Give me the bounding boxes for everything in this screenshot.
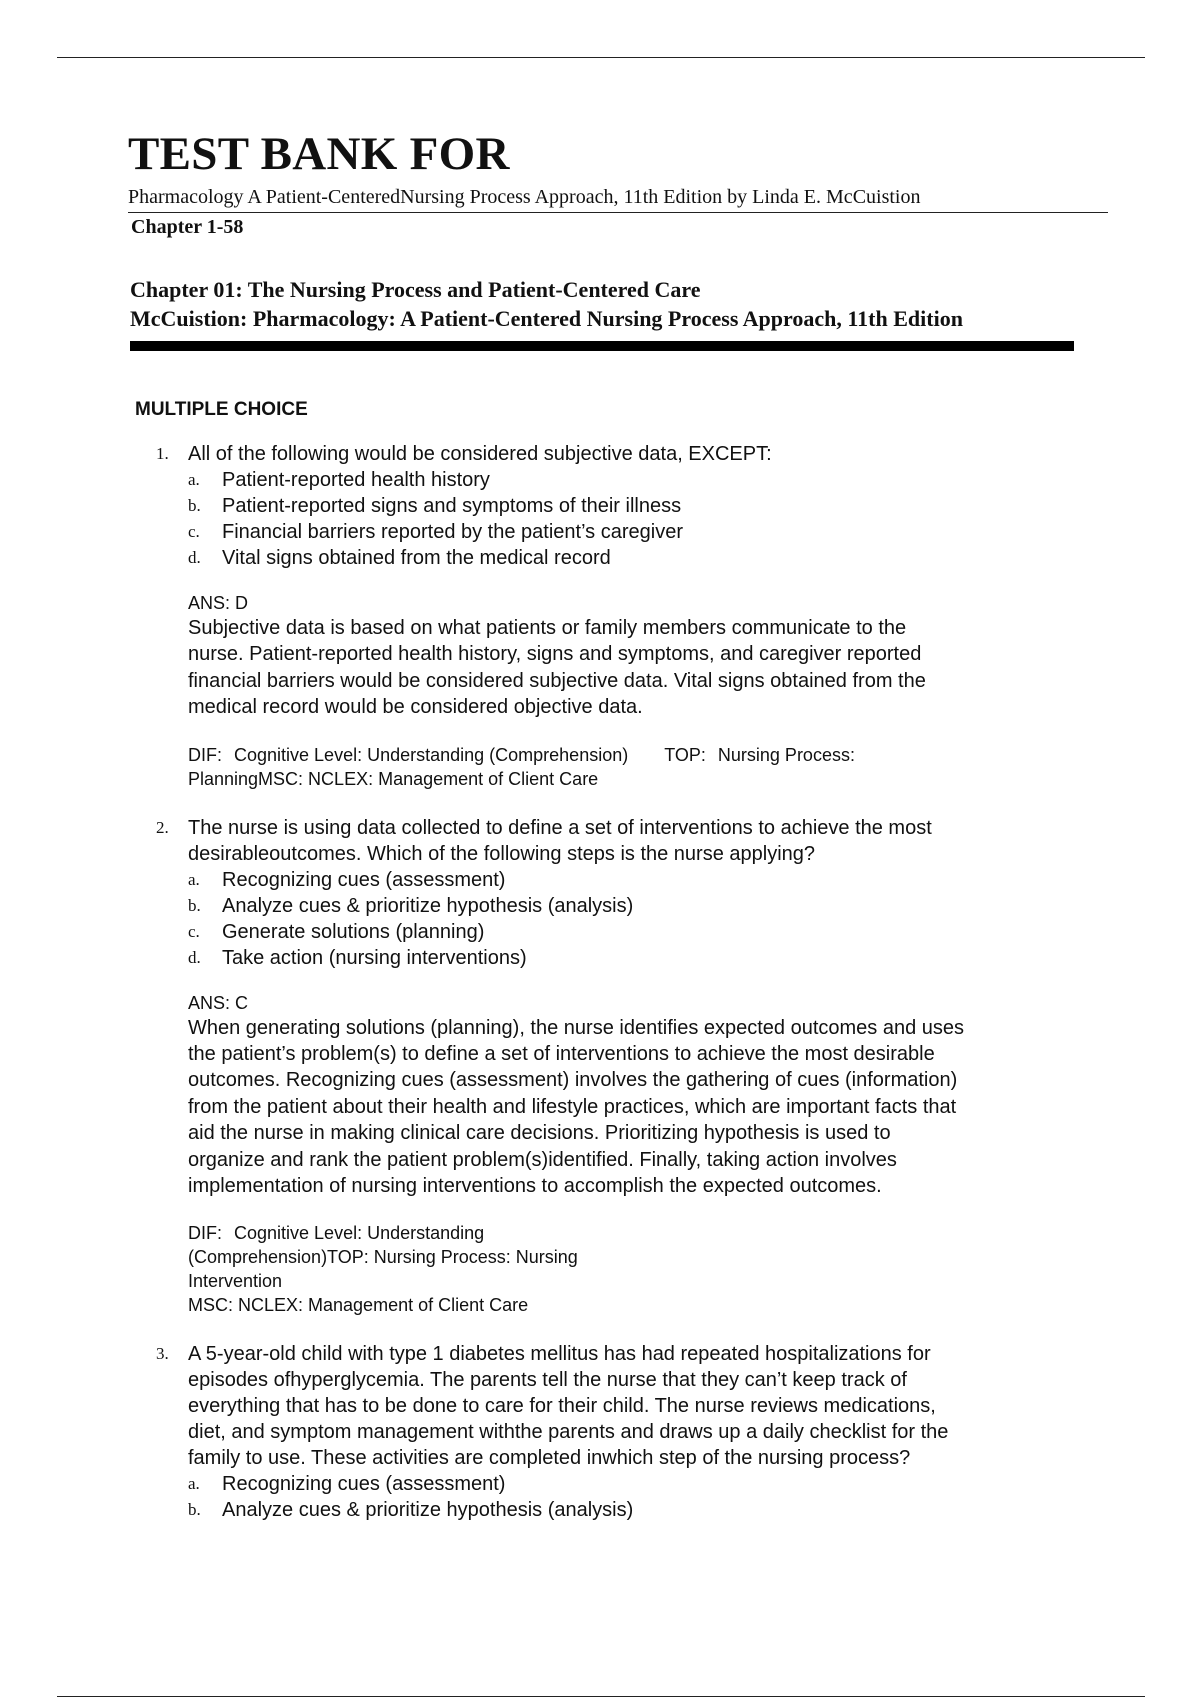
question-stem bbox=[188, 1341, 1082, 1471]
question-metadata bbox=[188, 1221, 1082, 1317]
section-heading: MULTIPLE CHOICE bbox=[135, 399, 308, 420]
metadata-line: Intervention bbox=[188, 1271, 283, 1292]
bottom-rule bbox=[57, 1696, 1145, 1697]
question-list bbox=[152, 441, 1082, 1523]
option-text: Patient-reported signs and symptoms of their illness bbox=[222, 495, 682, 517]
metadata-line: PlanningMSC: NCLEX: Management of Client Care bbox=[188, 768, 599, 789]
chapter-book-title: McCuistion: Pharmacology: A Patient-Centered Nursing Process Approach, 11th Edition bbox=[130, 306, 963, 331]
rationale-line: When generating solutions (planning), the nurse identifies expected outcomes and uses bbox=[188, 1016, 965, 1039]
option-letter: d. bbox=[188, 947, 201, 967]
document-title: TEST BANK FOR bbox=[128, 128, 510, 180]
answer-options bbox=[188, 467, 1082, 571]
stem-line: episodes ofhyperglycemia. The parents tell the nurse that they can’t keep track of bbox=[188, 1369, 907, 1392]
option-letter: d. bbox=[188, 548, 201, 567]
top-label: TOP: bbox=[664, 744, 706, 765]
rationale-line: from the patient about their health and lifestyle practices, which are important facts that bbox=[188, 1095, 957, 1118]
option-a bbox=[188, 867, 1082, 893]
question-number: 2. bbox=[156, 817, 169, 837]
option-c bbox=[188, 919, 1082, 945]
option-c bbox=[188, 519, 1082, 545]
chapter-range: Chapter 1-58 bbox=[131, 216, 244, 238]
document-header bbox=[128, 128, 1108, 241]
question-1 bbox=[152, 441, 1082, 791]
rationale-line: implementation of nursing interventions to accomplish the expected outcomes. bbox=[188, 1175, 882, 1198]
stem-line: everything that has to be done to care for their child. The nurse reviews medications, bbox=[188, 1395, 936, 1418]
option-letter: c. bbox=[188, 522, 200, 541]
dif-value: Cognitive Level: Understanding (Comprehension) bbox=[234, 744, 629, 765]
dif-label: DIF: bbox=[188, 744, 222, 765]
option-text: Recognizing cues (assessment) bbox=[222, 1473, 506, 1496]
option-letter: a. bbox=[188, 1474, 200, 1494]
question-stem: All of the following would be considered subjective data, EXCEPT: bbox=[188, 443, 772, 465]
rationale bbox=[188, 615, 1082, 721]
dif-value: Cognitive Level: Understanding bbox=[234, 1223, 485, 1244]
answer-key: ANS: C bbox=[188, 992, 249, 1013]
rationale-line: medical record would be considered objective data. bbox=[188, 696, 643, 719]
question-stem bbox=[188, 815, 1082, 867]
rationale-line: nurse. Patient-reported health history, signs and symptoms, and caregiver reported bbox=[188, 643, 922, 666]
metadata-line: MSC: NCLEX: Management of Client Care bbox=[188, 1295, 529, 1316]
option-letter: a. bbox=[188, 470, 200, 489]
option-text: Recognizing cues (assessment) bbox=[222, 868, 506, 891]
option-letter: c. bbox=[188, 921, 200, 941]
top-rule bbox=[57, 57, 1145, 58]
chapter-heading-block bbox=[130, 275, 1074, 351]
rationale-line: Subjective data is based on what patients or family members communicate to the bbox=[188, 617, 907, 639]
option-text: Generate solutions (planning) bbox=[222, 920, 485, 943]
chapter-divider bbox=[130, 341, 1074, 351]
answer-key: ANS: D bbox=[188, 593, 249, 613]
option-d bbox=[188, 545, 1082, 571]
stem-line: desirableoutcomes. Which of the following steps is the nurse applying? bbox=[188, 842, 816, 865]
question-3 bbox=[152, 1341, 1082, 1523]
chapter-title: Chapter 01: The Nursing Process and Patient-Centered Care bbox=[130, 277, 701, 302]
option-a bbox=[188, 467, 1082, 493]
answer-options bbox=[188, 867, 1082, 971]
option-text: Patient-reported health history bbox=[222, 469, 490, 491]
stem-line: The nurse is using data collected to define a set of interventions to achieve the most bbox=[188, 816, 932, 839]
top-value: Nursing Process: bbox=[717, 744, 855, 765]
option-text: Financial barriers reported by the patient’s caregiver bbox=[222, 521, 683, 543]
question-2 bbox=[152, 815, 1082, 1318]
stem-line: family to use. These activities are completed inwhich step of the nursing process? bbox=[188, 1447, 911, 1470]
option-letter: b. bbox=[188, 1500, 201, 1520]
option-letter: b. bbox=[188, 496, 201, 515]
rationale-line: the patient’s problem(s) to define a set of interventions to achieve the most desirable bbox=[188, 1043, 935, 1066]
question-metadata bbox=[188, 743, 1082, 791]
option-letter: b. bbox=[188, 895, 201, 915]
answer-options bbox=[188, 1471, 1082, 1523]
option-a bbox=[188, 1471, 1082, 1497]
metadata-line: (Comprehension)TOP: Nursing Process: Nursing bbox=[188, 1247, 578, 1268]
option-b bbox=[188, 893, 1082, 919]
option-text: Analyze cues & prioritize hypothesis (analysis) bbox=[222, 1499, 634, 1522]
rationale-line: financial barriers would be considered subjective data. Vital signs obtained from the bbox=[188, 669, 926, 692]
question-number: 1. bbox=[156, 444, 169, 463]
rationale bbox=[188, 1015, 1082, 1200]
stem-line: A 5-year-old child with type 1 diabetes mellitus has had repeated hospitalizations for bbox=[188, 1343, 931, 1366]
book-subtitle: Pharmacology A Patient-CenteredNursing Process Approach, 11th Edition by Linda E. McCuistion bbox=[128, 186, 921, 208]
option-b bbox=[188, 1497, 1082, 1523]
option-text: Take action (nursing interventions) bbox=[222, 946, 527, 969]
option-d bbox=[188, 945, 1082, 971]
option-b bbox=[188, 493, 1082, 519]
rationale-line: outcomes. Recognizing cues (assessment) involves the gathering of cues (information) bbox=[188, 1069, 958, 1092]
dif-label: DIF: bbox=[188, 1223, 222, 1244]
option-text: Analyze cues & prioritize hypothesis (analysis) bbox=[222, 894, 634, 917]
stem-line: diet, and symptom management withthe parents and draws up a daily checklist for the bbox=[188, 1421, 949, 1444]
option-text: Vital signs obtained from the medical record bbox=[222, 547, 611, 569]
rationale-line: organize and rank the patient problem(s)identified. Finally, taking action involves bbox=[188, 1148, 897, 1171]
rationale-line: aid the nurse in making clinical care decisions. Prioritizing hypothesis is used to bbox=[188, 1122, 891, 1145]
option-letter: a. bbox=[188, 869, 200, 889]
question-number: 3. bbox=[156, 1344, 169, 1364]
